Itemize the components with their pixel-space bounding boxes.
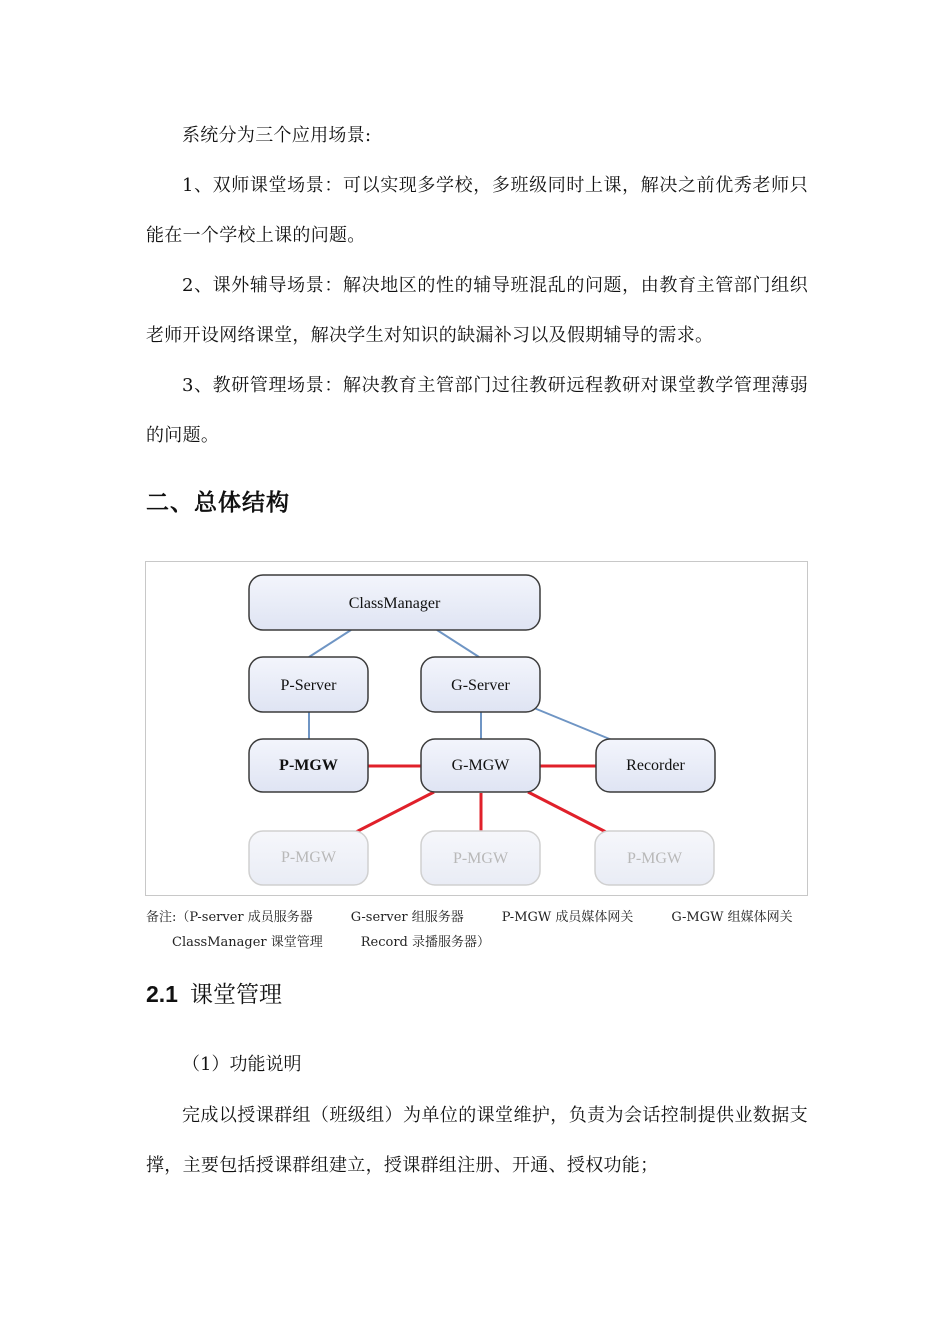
section-title: 课堂管理 xyxy=(189,982,282,1008)
caption-pserver: 备注:（P-server 成员服务器 xyxy=(146,910,313,925)
pmgw-node xyxy=(249,739,368,792)
pmgw-faded-label-3: P-MGW xyxy=(626,850,683,867)
pmgw-faded-label-1: P-MGW xyxy=(280,849,337,866)
pmgw-faded-node-3 xyxy=(595,831,714,885)
pmgw-faded-node-2 xyxy=(421,831,540,885)
recorder-node xyxy=(596,739,715,792)
pserver-node xyxy=(249,657,368,712)
pserver-label: P-Server xyxy=(280,677,337,694)
caption-record: Record 录播服务器） xyxy=(360,935,491,950)
gserver-label: G-Server xyxy=(451,677,510,694)
recorder-label: Recorder xyxy=(626,757,685,774)
caption-pmgw: P-MGW 成员媒体网关 xyxy=(501,910,634,925)
function-description-heading: （1）功能说明 xyxy=(182,1054,302,1075)
gserver-node xyxy=(421,657,540,712)
diagram-caption xyxy=(146,905,808,955)
scene-1-text: 1、双师课堂场景：可以实现多学校，多班级同时上课，解决之前优秀老师只能在一个学校上课的问题。 xyxy=(146,175,808,246)
section-heading-overall-structure: 二、总体结构 xyxy=(146,490,290,516)
scene-3-text: 3、教研管理场景：解决教育主管部门过往教研远程教研对课堂教学管理薄弱的问题。 xyxy=(146,375,808,446)
section-heading-class-management xyxy=(146,976,282,1009)
classmanager-node xyxy=(249,575,540,630)
caption-gserver: G-server 组服务器 xyxy=(350,910,464,925)
link-classmanager-pserver xyxy=(309,630,351,657)
gmgw-node xyxy=(421,739,540,792)
classmanager-label: ClassManager xyxy=(348,595,441,612)
pmgw-faded-node-1 xyxy=(249,831,368,885)
intro-text: 系统分为三个应用场景: xyxy=(182,125,372,146)
function-description-text: 完成以授课群组（班级组）为单位的课堂维护，负责为会话控制提供业数据支撑，主要包括授课群组建立，授课群组注册、开通、授权功能； xyxy=(146,1105,808,1176)
link-gmgw-faded3 xyxy=(528,792,606,832)
pmgw-faded-label-2: P-MGW xyxy=(452,850,509,867)
caption-classmanager: ClassManager 课堂管理 xyxy=(172,935,323,950)
architecture-diagram xyxy=(145,561,808,896)
gmgw-label: G-MGW xyxy=(451,757,510,774)
link-classmanager-gserver xyxy=(437,630,479,657)
pmgw-label: P-MGW xyxy=(279,757,338,774)
scene-2-text: 2、课外辅导场景：解决地区的性的辅导班混乱的问题，由教育主管部门组织老师开设网络课堂，解决学生对知识的缺漏补习以及假期辅导的需求。 xyxy=(146,275,808,346)
caption-gmgw: G-MGW 组媒体网关 xyxy=(671,910,793,925)
link-gserver-recorder xyxy=(534,708,612,740)
link-gmgw-faded1 xyxy=(356,792,434,832)
section-number: 2.1 xyxy=(146,981,178,1007)
